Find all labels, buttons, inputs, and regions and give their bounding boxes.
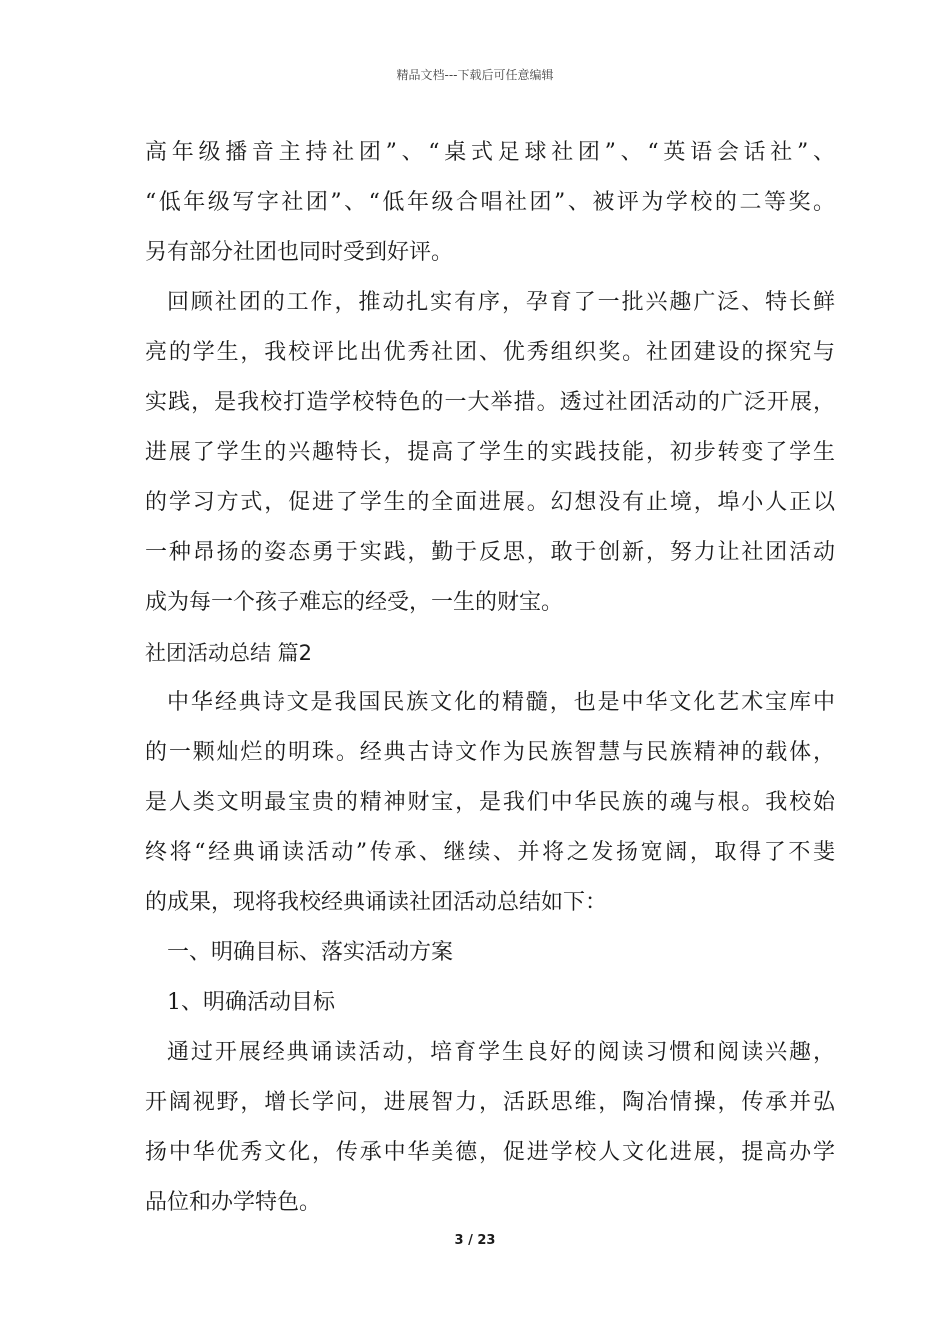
page-number: 3 / 23 — [454, 1233, 496, 1248]
text-line: 扬中华优秀文化，传承中华美德，促进学校人文化进展，提高办学 — [145, 1140, 835, 1165]
section-title: 社团活动总结 篇2 — [145, 641, 313, 665]
text-line: 的一颗灿烂的明珠。经典古诗文作为民族智慧与民族精神的载体， — [145, 740, 835, 765]
text-line: 亮的学生，我校评比出优秀社团、优秀组织奖。社团建设的探究与 — [145, 340, 835, 365]
text-line: 中华经典诗文是我国民族文化的精髓，也是中华文化艺术宝库中 — [167, 690, 835, 715]
text-line: 是人类文明最宝贵的精神财宝，是我们中华民族的魂与根。我校始 — [145, 790, 835, 815]
text-line: 开阔视野，增长学问，进展智力，活跃思维，陶冶情操，传承并弘 — [145, 1090, 835, 1115]
text-line: 高年级播音主持社团”、“桌式足球社团”、“英语会话社”、 — [145, 140, 835, 165]
text-line: “低年级写字社团”、“低年级合唱社团”、被评为学校的二等奖。 — [145, 190, 835, 215]
subsection-title: 一、明确目标、落实活动方案 — [167, 940, 454, 965]
document-body — [145, 128, 835, 1228]
page-header: 精品文档---下载后可任意编辑 — [396, 68, 554, 82]
text-line: 回顾社团的工作，推动扎实有序，孕育了一批兴趣广泛、特长鲜 — [167, 290, 835, 315]
text-line: 的学习方式，促进了学生的全面进展。幻想没有止境，埠小人正以 — [145, 490, 835, 515]
text-line: 另有部分社团也同时受到好评。 — [145, 240, 454, 265]
text-line: 终将“经典诵读活动”传承、继续、并将之发扬宽阔，取得了不斐 — [145, 840, 835, 865]
text-line: 实践，是我校打造学校特色的一大举措。透过社团活动的广泛开展， — [145, 390, 835, 415]
text-line: 一种昂扬的姿态勇于实践，勤于反思，敢于创新，努力让社团活动 — [145, 540, 835, 565]
text-line: 的成果，现将我校经典诵读社团活动总结如下： — [145, 890, 608, 915]
text-line: 品位和办学特色。 — [145, 1190, 322, 1215]
subsection-title: 1、明确活动目标 — [167, 990, 335, 1015]
text-line: 成为每一个孩子难忘的经受，一生的财宝。 — [145, 590, 564, 615]
text-line: 通过开展经典诵读活动，培育学生良好的阅读习惯和阅读兴趣， — [167, 1040, 835, 1065]
text-line: 进展了学生的兴趣特长，提高了学生的实践技能，初步转变了学生 — [145, 440, 835, 465]
